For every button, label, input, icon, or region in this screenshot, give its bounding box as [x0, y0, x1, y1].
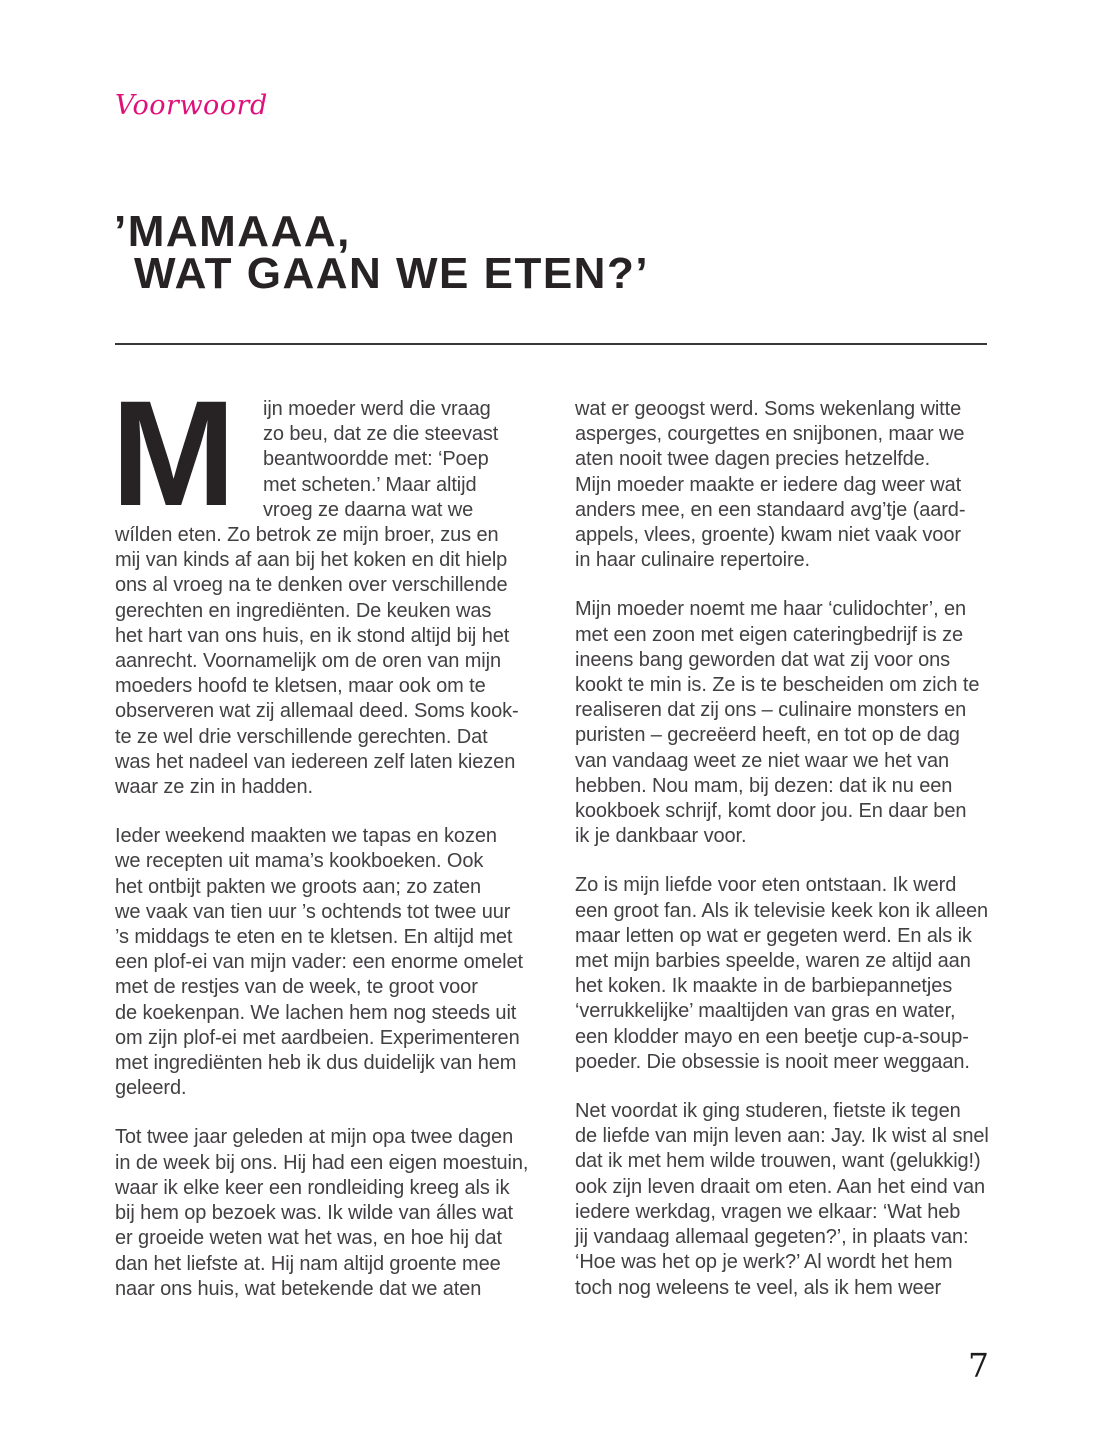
- text-line: realiseren dat zij ons – culinaire monsters en: [575, 699, 967, 722]
- paragraph: [111, 369, 560, 800]
- text-line: met mijn barbies speelde, waren ze altijd aan: [575, 950, 971, 973]
- text-line: hebben. Nou mam, bij dezen: dat ik nu een: [575, 774, 953, 797]
- text-line: appels, vlees, groente) kwam niet vaak voor: [575, 524, 961, 547]
- text-line: geleerd.: [115, 1077, 187, 1100]
- text-line: een klodder mayo en een beetje cup-a-soup-: [575, 1025, 969, 1048]
- text-line: ’s middags te eten en te kletsen. En altijd met: [115, 926, 513, 949]
- text-line: ‘Hoe was het op je werk?’ Al wordt het hem: [575, 1251, 953, 1274]
- text-line: mij van kinds af aan bij het koken en dit hielp: [115, 549, 508, 572]
- text-line: de koekenpan. We lachen hem nog steeds uit: [115, 1001, 517, 1024]
- text-line: wílden eten. Zo betrok ze mijn broer, zus en: [115, 524, 499, 547]
- text-line: een plof-ei van mijn vader: een enorme omelet: [115, 951, 523, 974]
- text-line: waar ik elke keer een rondleiding kreeg als ik: [115, 1176, 510, 1199]
- text-line: Zo is mijn liefde voor eten ontstaan. Ik werd: [575, 874, 957, 897]
- page-number: 7: [968, 1346, 989, 1385]
- text-line: kookboek schrijf, komt door jou. En daar ben: [575, 800, 967, 823]
- text-line: ‘verrukkelijke’ maaltijden van gras en water,: [575, 1000, 956, 1023]
- text-line: ik je dankbaar voor.: [575, 825, 747, 848]
- text-line: Ieder weekend maakten we tapas en kozen: [115, 825, 497, 848]
- text-line: puristen – gecreëerd heeft, en tot op de dag: [575, 724, 960, 747]
- text-line: aanrecht. Voornamelijk om de oren van mijn: [115, 650, 502, 673]
- text-line: dat ik met hem wilde trouwen, want (gelukkig!): [575, 1150, 981, 1173]
- text-line: het koken. Ik maakte in de barbiepannetjes: [575, 975, 953, 998]
- drop-cap: M: [111, 369, 236, 537]
- page-title: [114, 207, 650, 298]
- text-line: bij hem op bezoek was. Ik wilde van álles wat: [115, 1202, 513, 1225]
- text-line: ineens bang geworden dat wat zij voor ons: [575, 648, 951, 671]
- text-line: observeren wat zij allemaal deed. Soms kook-: [115, 700, 519, 723]
- column-left: [111, 369, 560, 1302]
- text-line: het hart van ons huis, en ik stond altijd bij het: [115, 624, 510, 647]
- text-line: Net voordat ik ging studeren, fietste ik tegen: [575, 1100, 961, 1123]
- paragraph: [115, 1125, 560, 1301]
- text-line: maar letten op wat er gegeten werd. En als ik: [575, 924, 972, 947]
- text-line: wat er geoogst werd. Soms wekenlang witte: [575, 398, 962, 420]
- text-line: met scheten.’ Maar altijd: [263, 473, 477, 496]
- page-title-line-1: ’MAMAAA,: [114, 207, 351, 256]
- text-line: van vandaag weet ze niet waar we het van: [575, 749, 950, 772]
- text-line: vroeg ze daarna wat we: [263, 498, 474, 521]
- text-line: aten nooit twee dagen precies hetzelfde.: [575, 448, 931, 471]
- text-line: poeder. Die obsessie is nooit meer weggaan.: [575, 1050, 970, 1073]
- paragraph: [575, 597, 1020, 849]
- text-line: jij vandaag allemaal gegeten?’, in plaats van:: [575, 1226, 969, 1249]
- text-line: in de week bij ons. Hij had een eigen moestuin,: [115, 1151, 529, 1174]
- text-line: gerechten en ingrediënten. De keuken was: [115, 599, 492, 622]
- text-line: te ze wel drie verschillende gerechten. Dat: [115, 725, 488, 748]
- text-line: naar ons huis, wat betekende dat we aten: [115, 1277, 482, 1300]
- text-line: ook zijn leven draait om eten. Aan het eind van: [575, 1175, 986, 1198]
- text-line: de liefde van mijn leven aan: Jay. Ik wist al snel: [575, 1125, 989, 1148]
- text-line: anders mee, en een standaard avg’tje (aard-: [575, 498, 966, 521]
- text-line: het ontbijt pakten we groots aan; zo zaten: [115, 875, 482, 898]
- text-line: kookt te min is. Ze is te bescheiden om zich te: [575, 674, 980, 697]
- text-line: Tot twee jaar geleden at mijn opa twee dagen: [115, 1126, 514, 1149]
- column-right: [575, 397, 1020, 1301]
- text-line: met de restjes van de week, te groot voor: [115, 976, 478, 999]
- text-line: om zijn plof-ei met aardbeien. Experimenteren: [115, 1026, 520, 1049]
- paragraph: [115, 824, 560, 1101]
- text-line: beantwoordde met: ‘Poep: [263, 448, 489, 471]
- page-title-line-2: WAT GAAN WE ETEN?’: [134, 249, 650, 298]
- text-line: we recepten uit mama’s kookboeken. Ook: [115, 850, 484, 873]
- text-line: waar ze zin in hadden.: [115, 776, 313, 799]
- text-line: een groot fan. Als ik televisie keek kon ik alleen: [575, 899, 989, 922]
- text-line: we vaak van tien uur ’s ochtends tot twee uur: [115, 900, 511, 923]
- text-line: was het nadeel van iedereen zelf laten kiezen: [115, 750, 516, 773]
- text-line: Mijn moeder noemt me haar ‘culidochter’, en: [575, 598, 967, 621]
- text-line: ijn moeder werd die vraag: [263, 398, 491, 420]
- text-line: in haar culinaire repertoire.: [575, 549, 811, 572]
- text-line: iedere werkdag, vragen we elkaar: ‘Wat heb: [575, 1200, 961, 1223]
- text-line: Mijn moeder maakte er iedere dag weer wat: [575, 473, 962, 496]
- text-line: zo beu, dat ze die steevast: [263, 423, 499, 446]
- section-label: Voorwoord: [115, 90, 268, 121]
- text-line: dan het liefste at. Hij nam altijd groente mee: [115, 1252, 501, 1275]
- text-line: met een zoon met eigen cateringbedrijf is ze: [575, 623, 964, 646]
- paragraph: [575, 873, 1020, 1075]
- text-line: toch nog weleens te veel, als ik hem weer: [575, 1276, 942, 1299]
- text-line: met ingrediënten heb ik dus duidelijk van hem: [115, 1052, 517, 1075]
- divider-rule: [115, 343, 987, 345]
- paragraph: [575, 1099, 1020, 1301]
- paragraph: [575, 397, 1020, 573]
- text-line: ons al vroeg na te denken over verschillende: [115, 574, 508, 597]
- text-line: er groeide weten wat het was, en hoe hij dat: [115, 1227, 502, 1250]
- text-line: asperges, courgettes en snijbonen, maar we: [575, 423, 965, 446]
- text-line: moeders hoofd te kletsen, maar ook om te: [115, 675, 486, 698]
